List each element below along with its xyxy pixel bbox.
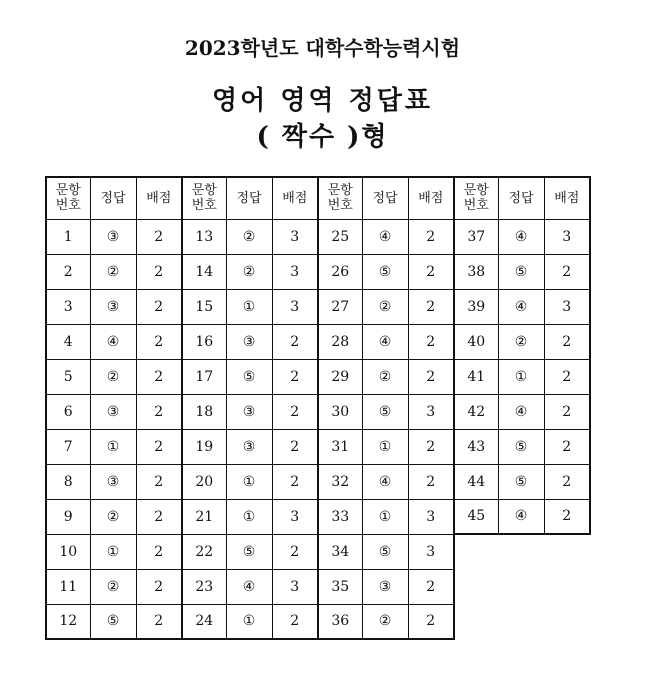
question-number: 39: [454, 289, 498, 324]
answer-value: ④: [362, 464, 408, 499]
type-label: ( 짝수 )형: [256, 122, 389, 152]
header-number-line: 문항: [327, 183, 353, 199]
question-number: 35: [318, 569, 362, 604]
question-number: 6: [46, 394, 90, 429]
points-value: 2: [544, 324, 590, 359]
exam-title: 2023학년도 대학수학능력시험: [184, 36, 461, 60]
question-number: 30: [318, 394, 362, 429]
header-points: 배점: [408, 177, 454, 219]
table-row: [46, 429, 590, 464]
points-value: 3: [544, 289, 590, 324]
question-number: 3: [46, 289, 90, 324]
points-value: 2: [272, 464, 318, 499]
question-number: 5: [46, 359, 90, 394]
answer-value: ⑤: [498, 429, 544, 464]
answer-value: ②: [90, 359, 136, 394]
table-row: [46, 499, 590, 534]
answer-value: ①: [226, 464, 272, 499]
answer-value: ④: [90, 324, 136, 359]
question-number: 19: [182, 429, 226, 464]
header-number-line: 문항: [191, 183, 217, 199]
question-number: 42: [454, 394, 498, 429]
header-answer: 정답: [226, 177, 272, 219]
points-value: 2: [136, 359, 182, 394]
points-value: 2: [544, 429, 590, 464]
header-number: [182, 177, 226, 219]
points-value: 2: [408, 429, 454, 464]
points-value: 2: [136, 289, 182, 324]
question-number: 9: [46, 499, 90, 534]
answer-value: ④: [498, 394, 544, 429]
answer-value: ⑤: [362, 254, 408, 289]
answer-value: ④: [226, 569, 272, 604]
question-number: 12: [46, 604, 90, 639]
header-number: [318, 177, 362, 219]
question-number: 36: [318, 604, 362, 639]
answer-value: ②: [362, 604, 408, 639]
table-row: [46, 464, 590, 499]
question-number: 18: [182, 394, 226, 429]
answer-value: ③: [90, 289, 136, 324]
points-value: 2: [544, 254, 590, 289]
question-number: 11: [46, 569, 90, 604]
question-number: 25: [318, 219, 362, 254]
points-value: 2: [544, 499, 590, 534]
answer-value: ④: [362, 219, 408, 254]
header-points: 배점: [544, 177, 590, 219]
question-number: 43: [454, 429, 498, 464]
question-number: 32: [318, 464, 362, 499]
header-number-line: 번호: [55, 198, 81, 214]
question-number: 29: [318, 359, 362, 394]
points-value: 2: [272, 534, 318, 569]
points-value: 2: [136, 499, 182, 534]
question-number: 41: [454, 359, 498, 394]
points-value: 2: [408, 464, 454, 499]
points-value: 3: [272, 289, 318, 324]
question-number: 45: [454, 499, 498, 534]
question-number: 44: [454, 464, 498, 499]
answer-value: ②: [362, 289, 408, 324]
answer-value: ③: [90, 219, 136, 254]
question-number: 26: [318, 254, 362, 289]
question-number: 21: [182, 499, 226, 534]
question-number: 28: [318, 324, 362, 359]
subject-title: 영어 영역 정답표: [212, 86, 433, 116]
answer-value: ③: [226, 394, 272, 429]
header-answer: 정답: [362, 177, 408, 219]
answer-value: ①: [90, 429, 136, 464]
points-value: 2: [408, 604, 454, 639]
table-row: [46, 394, 590, 429]
points-value: 2: [136, 394, 182, 429]
question-number: 15: [182, 289, 226, 324]
points-value: 2: [136, 604, 182, 639]
table-row: [46, 254, 590, 289]
header-answer: 정답: [90, 177, 136, 219]
question-number: 8: [46, 464, 90, 499]
points-value: 2: [544, 464, 590, 499]
answer-value: ①: [226, 289, 272, 324]
answer-table-body: [46, 177, 590, 639]
points-value: 2: [136, 219, 182, 254]
answer-table: [45, 176, 591, 640]
empty-area: [454, 534, 590, 639]
points-value: 2: [272, 394, 318, 429]
points-value: 2: [272, 359, 318, 394]
header-points: 배점: [136, 177, 182, 219]
question-number: 31: [318, 429, 362, 464]
answer-value: ①: [362, 499, 408, 534]
question-number: 20: [182, 464, 226, 499]
answer-value: ④: [498, 289, 544, 324]
question-number: 23: [182, 569, 226, 604]
points-value: 3: [544, 219, 590, 254]
question-number: 16: [182, 324, 226, 359]
answer-value: ②: [226, 219, 272, 254]
question-number: 37: [454, 219, 498, 254]
question-number: 38: [454, 254, 498, 289]
answer-value: ①: [362, 429, 408, 464]
question-number: 33: [318, 499, 362, 534]
points-value: 2: [272, 604, 318, 639]
answer-value: ④: [498, 219, 544, 254]
points-value: 2: [544, 394, 590, 429]
points-value: 3: [408, 499, 454, 534]
question-number: 13: [182, 219, 226, 254]
question-number: 7: [46, 429, 90, 464]
answer-value: ①: [226, 604, 272, 639]
answer-value: ②: [362, 359, 408, 394]
answer-value: ②: [90, 569, 136, 604]
answer-value: ⑤: [362, 534, 408, 569]
points-value: 2: [136, 429, 182, 464]
question-number: 22: [182, 534, 226, 569]
question-number: 17: [182, 359, 226, 394]
answer-value: ④: [498, 499, 544, 534]
points-value: 2: [408, 569, 454, 604]
points-value: 3: [408, 394, 454, 429]
points-value: 2: [272, 429, 318, 464]
question-number: 4: [46, 324, 90, 359]
header-number-line: 번호: [327, 198, 353, 214]
points-value: 2: [408, 324, 454, 359]
table-row: [46, 289, 590, 324]
question-number: 2: [46, 254, 90, 289]
answer-value: ④: [362, 324, 408, 359]
points-value: 3: [272, 254, 318, 289]
answer-value: ⑤: [362, 394, 408, 429]
answer-value: ②: [498, 324, 544, 359]
points-value: 3: [408, 534, 454, 569]
table-row: [46, 219, 590, 254]
table-row: [46, 324, 590, 359]
points-value: 2: [544, 359, 590, 394]
points-value: 2: [408, 219, 454, 254]
points-value: 3: [272, 569, 318, 604]
answer-value: ⑤: [90, 604, 136, 639]
header-number-line: 문항: [463, 183, 489, 199]
question-number: 24: [182, 604, 226, 639]
question-number: 10: [46, 534, 90, 569]
answer-value: ⑤: [498, 254, 544, 289]
question-number: 14: [182, 254, 226, 289]
header-number-line: 번호: [463, 198, 489, 214]
answer-value: ①: [226, 499, 272, 534]
answer-value: ①: [90, 534, 136, 569]
header-number: [454, 177, 498, 219]
answer-value: ⑤: [226, 534, 272, 569]
question-number: 27: [318, 289, 362, 324]
answer-value: ②: [90, 254, 136, 289]
header-number-line: 문항: [55, 183, 81, 199]
points-value: 2: [408, 359, 454, 394]
answer-value: ①: [498, 359, 544, 394]
question-number: 1: [46, 219, 90, 254]
answer-value: ③: [226, 324, 272, 359]
header-number: [46, 177, 90, 219]
points-value: 2: [136, 324, 182, 359]
header-answer: 정답: [498, 177, 544, 219]
question-number: 34: [318, 534, 362, 569]
answer-value: ③: [226, 429, 272, 464]
points-value: 2: [408, 254, 454, 289]
answer-value: ②: [90, 499, 136, 534]
answer-value: ③: [362, 569, 408, 604]
points-value: 2: [408, 289, 454, 324]
answer-value: ⑤: [498, 464, 544, 499]
points-value: 2: [272, 324, 318, 359]
points-value: 2: [136, 464, 182, 499]
question-number: 40: [454, 324, 498, 359]
answer-value: ②: [226, 254, 272, 289]
header-points: 배점: [272, 177, 318, 219]
answer-value: ③: [90, 394, 136, 429]
table-row: [46, 534, 590, 569]
points-value: 3: [272, 499, 318, 534]
points-value: 2: [136, 534, 182, 569]
answer-value: ⑤: [226, 359, 272, 394]
table-row: [46, 359, 590, 394]
header-number-line: 번호: [191, 198, 217, 214]
answer-value: ③: [90, 464, 136, 499]
points-value: 2: [136, 254, 182, 289]
points-value: 2: [136, 569, 182, 604]
points-value: 3: [272, 219, 318, 254]
header-row: [46, 177, 590, 219]
